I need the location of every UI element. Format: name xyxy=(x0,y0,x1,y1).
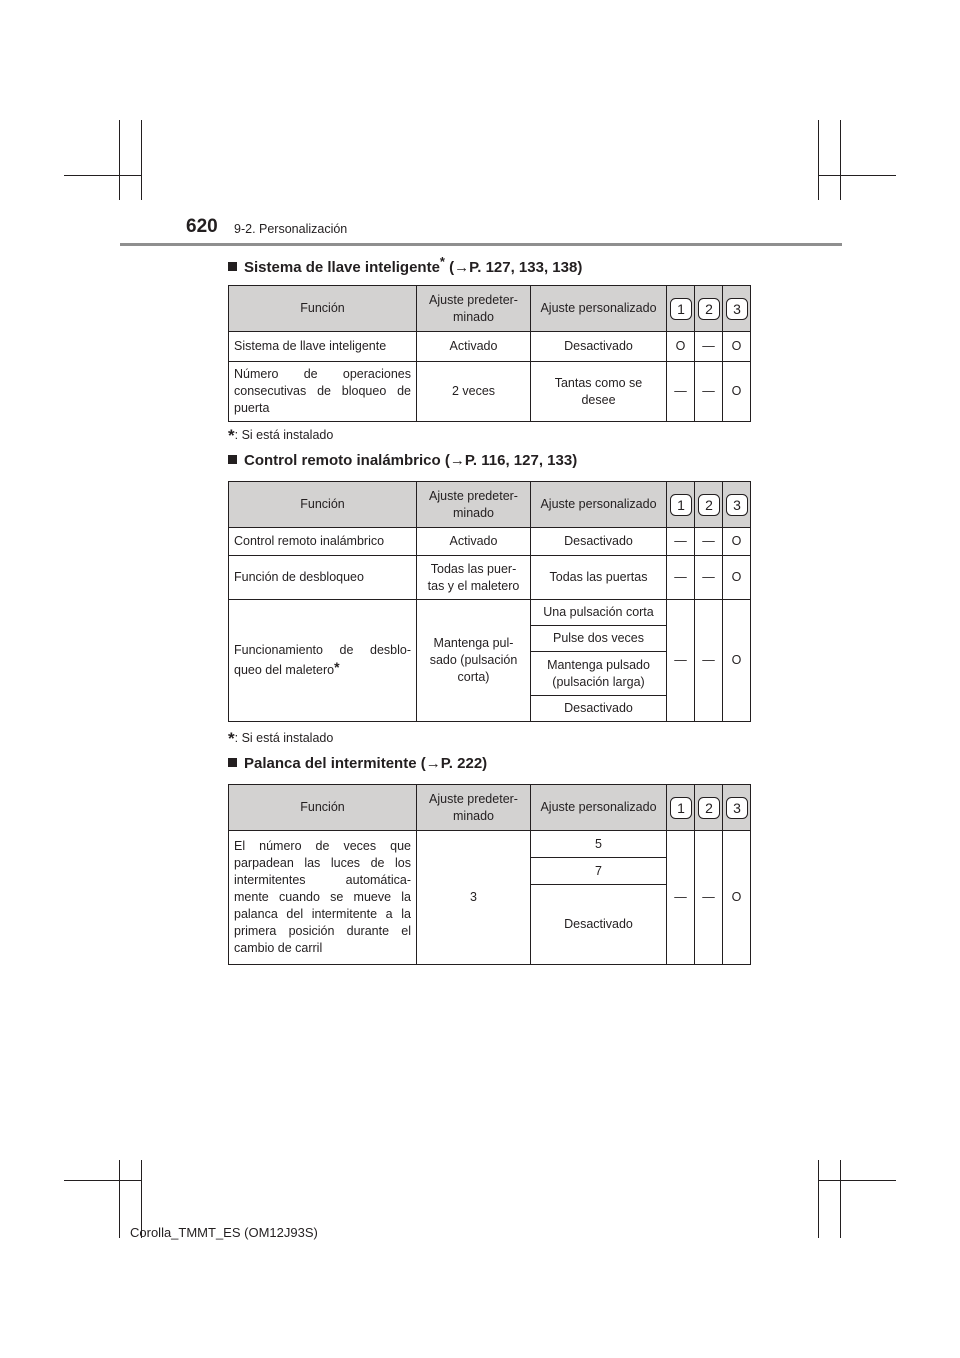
table-row: Función de desbloqueo Todas las puer- tas y el maletero Todas las puertas — — O xyxy=(229,556,751,600)
svg-text:2: 2 xyxy=(704,496,713,513)
column-header xyxy=(723,785,751,831)
table-row: Desactivado xyxy=(229,885,751,965)
column-header xyxy=(695,785,723,831)
table-row: Funcionamiento de desblo- queo del maletero* Mantenga pul- sado (pulsación corta) Una pulsación corta — — O xyxy=(229,600,751,626)
svg-text:3: 3 xyxy=(732,300,741,317)
crop-mark xyxy=(840,1160,841,1238)
boxed-number-2-icon xyxy=(698,298,720,320)
crop-mark xyxy=(119,1160,120,1238)
svg-text:3: 3 xyxy=(732,496,741,513)
section-heading: Palanca del intermitente (→P. 222) xyxy=(228,755,487,772)
crop-mark xyxy=(64,175,142,176)
boxed-number-2-icon xyxy=(698,494,720,516)
table-row: Mantenga pulsado (pulsación larga) xyxy=(229,652,751,696)
crop-mark xyxy=(818,1160,819,1238)
column-header: Ajuste predeter- minado xyxy=(417,785,531,831)
settings-table xyxy=(228,481,751,722)
table-header-row xyxy=(229,785,751,831)
column-header xyxy=(667,286,695,332)
column-header xyxy=(723,482,751,528)
table-row: 7 xyxy=(229,858,751,885)
square-bullet-icon xyxy=(228,262,237,271)
column-header: Ajuste predeter- minado xyxy=(417,482,531,528)
column-header: Ajuste personalizado xyxy=(531,482,667,528)
boxed-number-1-icon xyxy=(670,494,692,516)
crop-mark xyxy=(840,120,841,200)
table-row: Número de operaciones consecutivas de bloqueo de puerta 2 veces Tantas como se desee — — O xyxy=(229,362,751,422)
crop-mark xyxy=(818,175,896,176)
boxed-number-1-icon xyxy=(670,797,692,819)
crop-mark xyxy=(119,120,120,200)
column-header: Función xyxy=(229,785,417,831)
column-header: Ajuste personalizado xyxy=(531,785,667,831)
boxed-number-3-icon xyxy=(726,298,748,320)
table-row: El número de veces que parpadean las luces de los intermitentes automática- mente cuando se mueve la palanca del intermitente a la primera posición durante el cambio de carril 3 5 — — O xyxy=(229,831,751,858)
column-header: Ajuste predeter- minado xyxy=(417,286,531,332)
boxed-number-2-icon xyxy=(698,797,720,819)
column-header xyxy=(667,785,695,831)
column-header: Función xyxy=(229,286,417,332)
table-row: Sistema de llave inteligente Activado Desactivado O — O xyxy=(229,332,751,362)
svg-text:1: 1 xyxy=(676,300,685,317)
crop-mark xyxy=(818,1180,896,1181)
svg-text:3: 3 xyxy=(732,799,741,816)
crop-mark xyxy=(64,1180,142,1181)
footer-doc-id: Corolla_TMMT_ES (OM12J93S) xyxy=(130,1225,318,1240)
boxed-number-3-icon xyxy=(726,494,748,516)
svg-text:1: 1 xyxy=(676,799,685,816)
header-rule xyxy=(120,243,842,246)
column-header xyxy=(667,482,695,528)
table-header-row xyxy=(229,482,751,528)
square-bullet-icon xyxy=(228,758,237,767)
boxed-number-1-icon xyxy=(670,298,692,320)
section-heading: Control remoto inalámbrico (→P. 116, 127, 133) xyxy=(228,452,577,469)
svg-text:2: 2 xyxy=(704,799,713,816)
page-number: 620 xyxy=(186,216,218,237)
table-row: Control remoto inalámbrico Activado Desactivado — — O xyxy=(229,528,751,556)
crop-mark xyxy=(141,120,142,200)
table-row: Pulse dos veces xyxy=(229,626,751,652)
table-header-row xyxy=(229,286,751,332)
footnote: *: Si está instalado xyxy=(228,426,334,445)
square-bullet-icon xyxy=(228,455,237,464)
svg-text:1: 1 xyxy=(676,496,685,513)
column-header xyxy=(695,482,723,528)
column-header: Ajuste personalizado xyxy=(531,286,667,332)
footnote: *: Si está instalado xyxy=(228,729,334,748)
column-header: Función xyxy=(229,482,417,528)
section-heading: Sistema de llave inteligente* (→P. 127, 133, 138) xyxy=(228,254,582,276)
table-row: Desactivado xyxy=(229,696,751,722)
boxed-number-3-icon xyxy=(726,797,748,819)
column-header xyxy=(695,286,723,332)
section-label: 9-2. Personalización xyxy=(234,222,348,236)
settings-table xyxy=(228,784,751,965)
settings-table xyxy=(228,285,751,422)
crop-mark xyxy=(818,120,819,200)
column-header xyxy=(723,286,751,332)
svg-text:2: 2 xyxy=(704,300,713,317)
